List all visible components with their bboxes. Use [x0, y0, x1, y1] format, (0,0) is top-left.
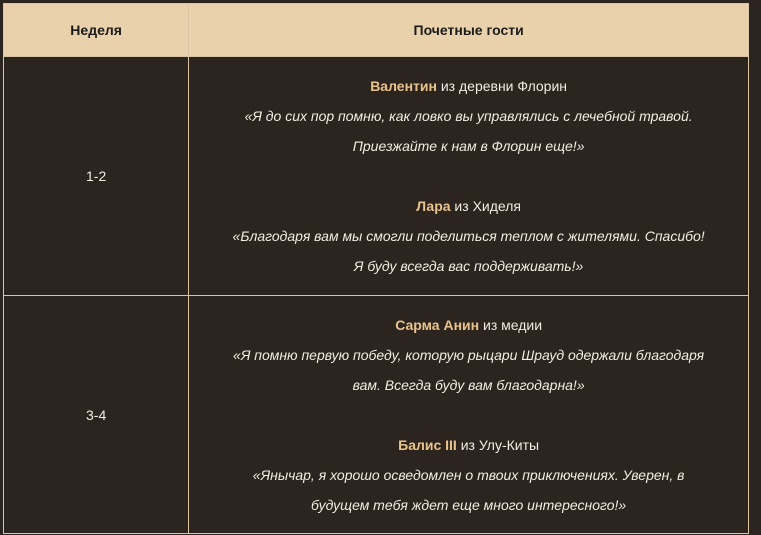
- honored-guests-table: [3, 3, 749, 534]
- guest-quote: [189, 340, 748, 400]
- guest-quote: [189, 460, 748, 520]
- table-header-row: [4, 4, 749, 57]
- quote-line: «Я до сих пор помню, как ловко вы управлялись с лечебной травой.: [244, 108, 693, 124]
- quote-line: «Янычар, я хорошо осведомлен о твоих приключениях. Уверен, в: [252, 466, 685, 483]
- guests-cell: [189, 57, 749, 296]
- guest-quote: [189, 101, 748, 161]
- week-cell: 3-4: [4, 296, 189, 534]
- guest-origin: из Хиделя: [450, 198, 521, 214]
- guest-origin: из медии: [479, 316, 543, 333]
- header-week: Неделя: [4, 4, 189, 57]
- guest-heading: [189, 71, 748, 101]
- quote-line: Приезжайте к нам в Флорин еще!»: [352, 138, 585, 154]
- quote-line: будущем тебя ждет еще много интересного!»: [311, 496, 627, 513]
- guest-origin: из деревни Флорин: [436, 78, 568, 94]
- header-guests: Почетные гости: [189, 4, 749, 57]
- guests-cell: [189, 296, 749, 534]
- quote-line: «Благодаря вам мы смогли поделиться теплом с жителями. Спасибо!: [232, 228, 705, 244]
- table-row: [4, 57, 749, 296]
- table-row: [4, 296, 749, 534]
- guest-origin: из Улу-Киты: [456, 436, 540, 453]
- quote-line: вам. Всегда буду вам благодарна!»: [352, 376, 585, 393]
- guest-entry: [189, 430, 748, 520]
- quote-line: «Я помню первую победу, которую рыцари Шрауд одержали благодаря: [233, 346, 705, 363]
- guest-name: Сарма Анин: [395, 316, 480, 333]
- guest-heading: [189, 310, 748, 340]
- guest-heading: [189, 191, 748, 221]
- guest-entry: [189, 191, 748, 281]
- guest-name: Балис III: [398, 436, 457, 453]
- quote-line: Я буду всегда вас поддерживать!»: [353, 258, 584, 274]
- guest-heading: [189, 430, 748, 460]
- guest-entry: [189, 310, 748, 400]
- guest-entry: [189, 71, 748, 161]
- guest-name: Валентин: [370, 78, 437, 94]
- week-cell: 1-2: [4, 57, 189, 296]
- guest-quote: [189, 221, 748, 281]
- guest-name: Лара: [416, 198, 451, 214]
